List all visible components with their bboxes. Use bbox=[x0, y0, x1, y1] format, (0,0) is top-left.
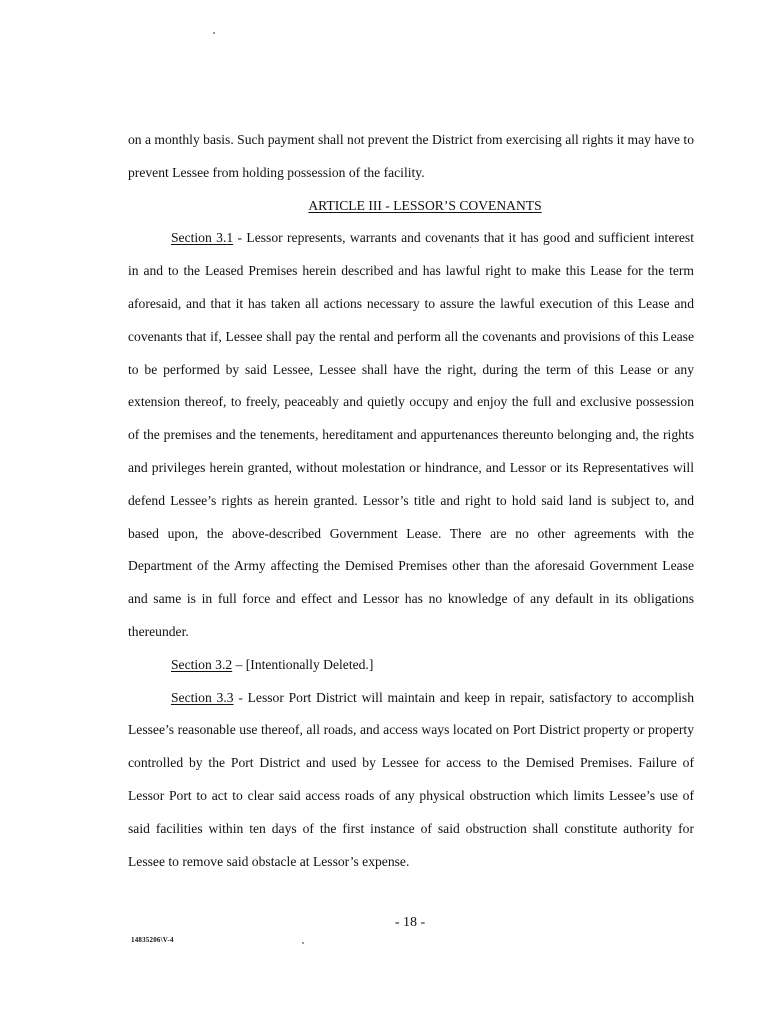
section-3-3-paragraph bbox=[128, 682, 694, 879]
scan-speck bbox=[213, 32, 215, 34]
section-3-3-text: - Lessor Port District will maintain and keep in repair, satisfactory to accomplish Lessee’s reasonable use thereof, all roads, and access ways located on Port District property or property controlled by the Port District and used by Lessee for access to the Demised Premises. Failure of Lessor Port to act to clear said access roads of any physical obstruction which limits Lessee’s use of said facilities within ten days of the first instance of said obstruction shall constitute authority for Lessee to remove said obstacle at Lessor’s expense. bbox=[128, 689, 694, 869]
section-3-2-paragraph bbox=[128, 649, 694, 682]
article-heading-text: ARTICLE III - LESSOR’S COVENANTS bbox=[308, 197, 542, 213]
document-id: 14835206\V-4 bbox=[131, 936, 174, 944]
section-3-1-text: - Lessor represents, warrants and covenants that it has good and sufficient interest in and to the Leased Premises herein described and has lawful right to make this Lease for the term aforesaid, and that it has taken all actions necessary to assure the lawful execution of this Lease and covenants that if, Lessee shall pay the rental and perform all the covenants and provisions of this Lease to be performed by said Lessee, Lessee shall have the right, during the term of this Lease or any extension thereof, to freely, peaceably and quietly occupy and enjoy the full and exclusive possession of the premises and the tenements, hereditament and appurtenances thereunto belonging and, the rights and privileges herein granted, without molestation or hindrance, and Lessor or its Representatives will defend Lessee’s rights as herein granted. Lessor’s title and right to hold said land is subject to, and based upon, the above-described Government Lease. There are no other agreements with the Department of the Army affecting the Demised Premises other than the aforesaid Government Lease and same is in full force and effect and Lessor has no knowledge of any default in its obligations thereunder. bbox=[128, 230, 694, 639]
section-3-3-label: Section 3.3 bbox=[171, 689, 234, 705]
article-heading bbox=[128, 190, 694, 223]
continuation-paragraph: on a monthly basis. Such payment shall not prevent the District from exercising all rights it may have to prevent Lessee from holding possession of the facility. bbox=[128, 132, 694, 180]
section-3-1-paragraph bbox=[128, 222, 694, 648]
section-3-1-label: Section 3.1 bbox=[171, 230, 234, 246]
section-3-2-text: – [Intentionally Deleted.] bbox=[232, 656, 374, 672]
scan-speck bbox=[302, 942, 304, 944]
page-number: - 18 - bbox=[394, 915, 426, 930]
document-body bbox=[128, 124, 694, 878]
section-3-2-label: Section 3.2 bbox=[171, 656, 233, 672]
